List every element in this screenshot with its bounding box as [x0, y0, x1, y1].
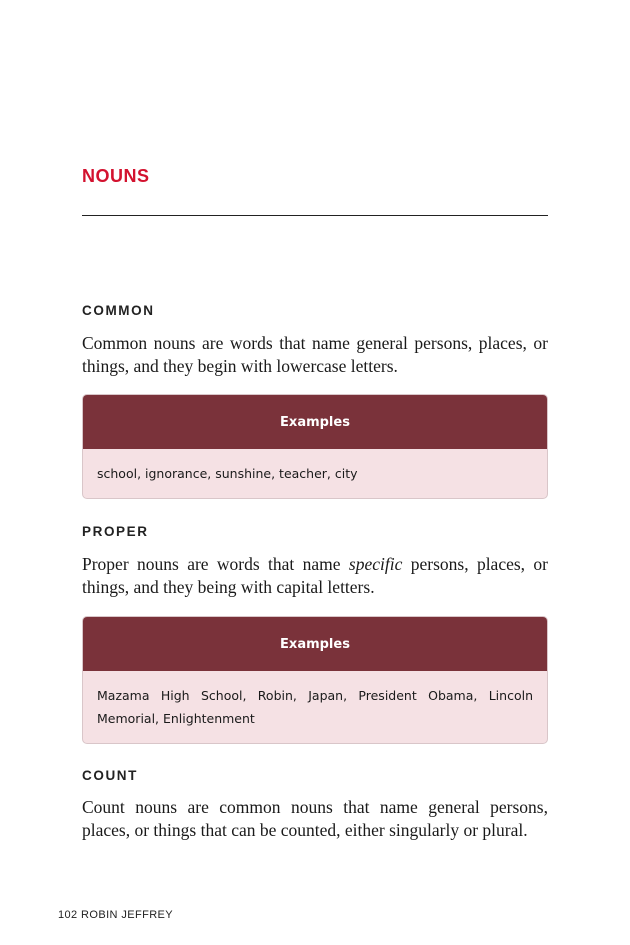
examples-box-common [82, 394, 548, 499]
section-text-part: Proper nouns are words that name [82, 554, 349, 574]
examples-body: Mazama High School, Robin, Japan, President Obama, Lincoln Memorial, Enlightenment [97, 688, 533, 726]
page-footer [58, 909, 173, 921]
section-text-emphasis: specific [348, 554, 403, 574]
examples-box-proper [82, 616, 548, 744]
title-divider [82, 215, 548, 216]
chapter-title: NOUNS [82, 166, 150, 186]
section-text-common: Common nouns are words that name general persons, places, or things, and they begin with lowercase letters. [82, 333, 548, 376]
section-heading-count: COUNT [82, 768, 138, 783]
running-author: ROBIN JEFFREY [81, 909, 174, 921]
examples-body: school, ignorance, sunshine, teacher, city [97, 466, 358, 481]
section-text-part: persons, places, or things, and they being with capital letters. [82, 554, 548, 597]
section-text-count: Count nouns are common nouns that name general persons, places, or things that can be counted, either singularly or plural. [82, 797, 548, 840]
section-heading-common: COMMON [82, 303, 155, 318]
section-text-proper [82, 553, 548, 599]
section-heading-proper: PROPER [82, 524, 149, 539]
page-number: 102 [58, 909, 78, 921]
examples-header: Examples [83, 617, 547, 671]
examples-header: Examples [83, 395, 547, 449]
